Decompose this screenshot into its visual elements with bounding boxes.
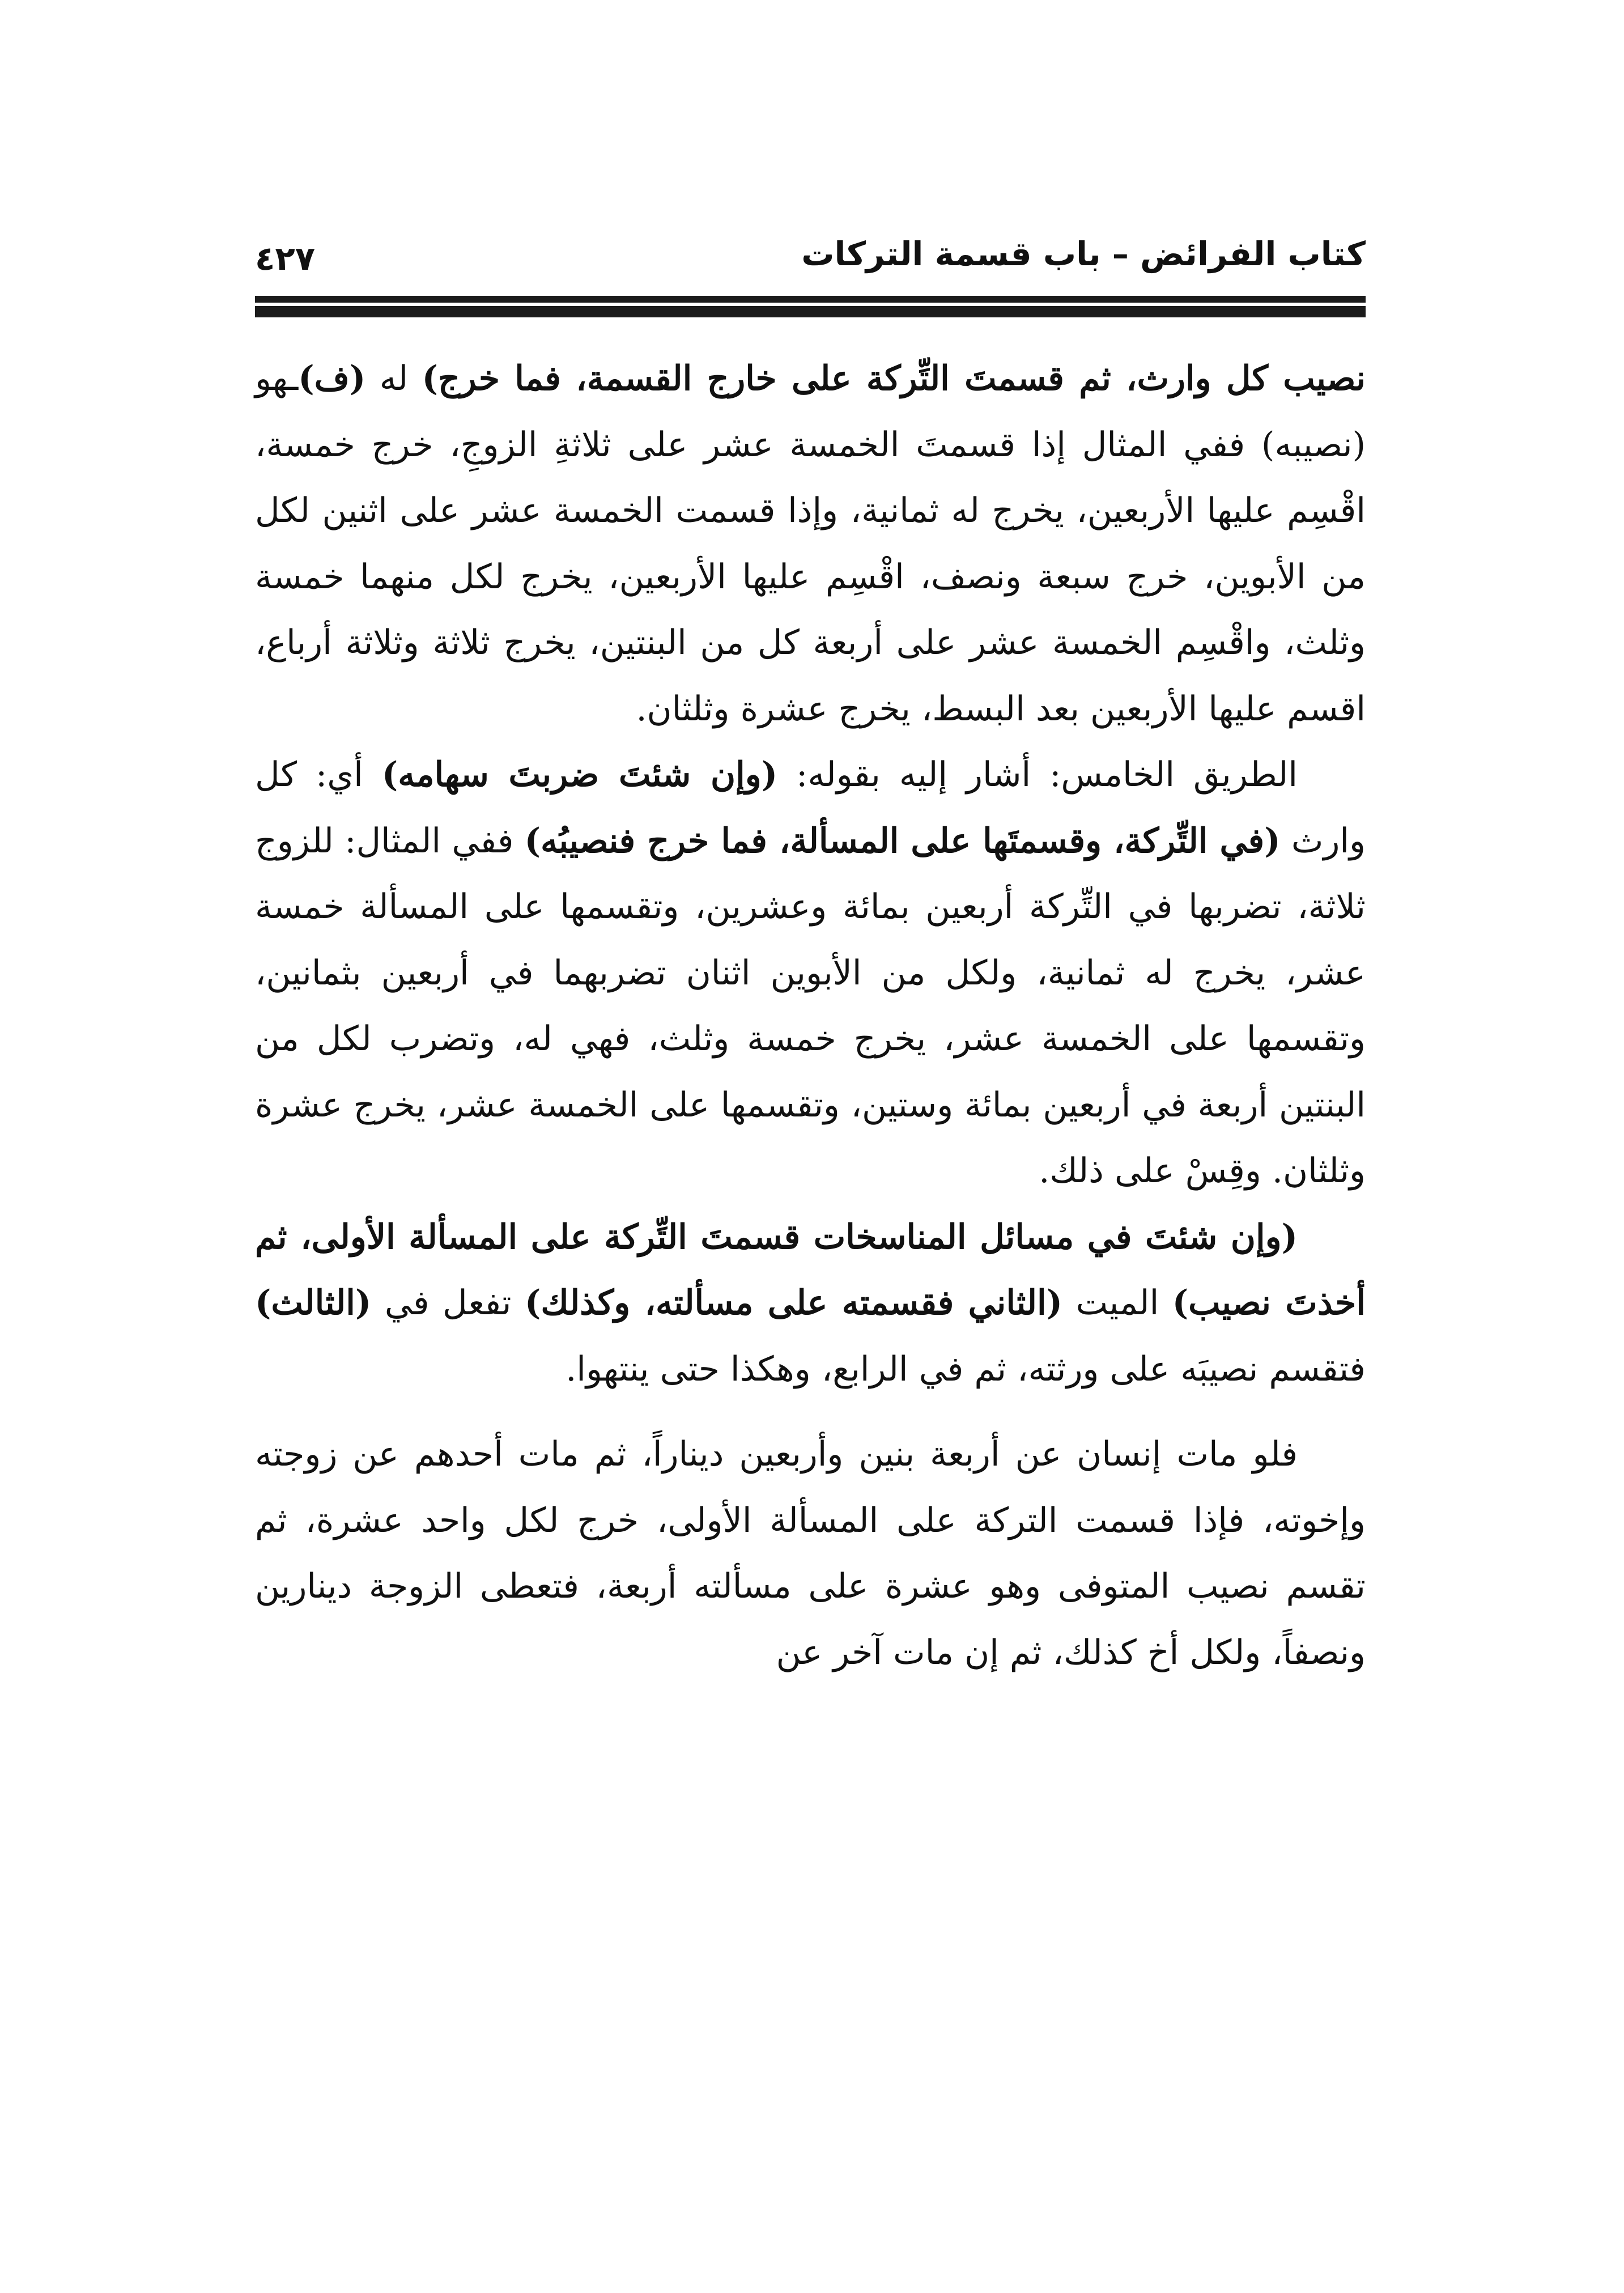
main-text bbox=[255, 346, 1366, 1685]
sharh-text: الميت bbox=[1062, 1283, 1172, 1323]
paragraph-1 bbox=[255, 346, 1366, 742]
header-rule-thick bbox=[255, 306, 1366, 317]
paragraph-3 bbox=[255, 1204, 1366, 1403]
sharh-text: الطريق الخامس: أشار إليه بقوله: bbox=[777, 755, 1298, 795]
running-header bbox=[255, 227, 1366, 289]
sharh-text: تفعل في bbox=[371, 1283, 525, 1323]
paragraph-2 bbox=[255, 742, 1366, 1204]
matn-text: (الثالث) bbox=[255, 1283, 372, 1323]
page-number: ٤٢٧ bbox=[255, 239, 316, 278]
sharh-text: أي: كل وارث bbox=[255, 755, 1366, 861]
sharh-text: له bbox=[365, 359, 422, 398]
matn-text: (ف) bbox=[298, 359, 366, 398]
matn-text: (الثاني فقسمته على مسألته، وكذلك) bbox=[524, 1283, 1063, 1323]
sharh-text: فتقسم نصيبَه على ورثته، ثم في الرابع، وهكذا حتى ينتهوا. bbox=[566, 1349, 1366, 1389]
chapter-title: كتاب الفرائض – باب قسمة التركات bbox=[801, 235, 1366, 273]
paragraph-4 bbox=[255, 1421, 1366, 1685]
matn-text: نصيب كل وارث، ثم قسمتَ التِّركة على خارج القسمة، فما خرج) bbox=[422, 359, 1366, 398]
sharh-text: ـهو (نصيبه) ففي المثال إذا قسمتَ الخمسة عشر على ثلاثةِ الزوجِ، خرج خمسة، اقْسِم عليها الأربعين، يخرج له ثمانية، وإذا قسمت الخمسة عشر على اثنين لكل من الأبوين، خرج سبعة ونصف، اقْسِم عليها الأربعين، يخرج لكل منهما خمسة وثلث، واقْسِم الخمسة عشر على أربعة كل من البنتين، يخرج ثلاثة وثلاثة أرباع، اقسم عليها الأربعين بعد البسط، يخرج عشرة وثلثان. bbox=[255, 359, 1366, 729]
header-rule-thin bbox=[255, 296, 1366, 303]
sharh-text: ففي المثال: للزوج ثلاثة، تضربها في التِّركة أربعين بمائة وعشرين، وتقسمها على المسألة خمسة عشر، يخرج له ثمانية، ولكل من الأبوين اثنان تضربهما في أربعين بثمانين، وتقسمها على الخمسة عشر، يخرج خمسة وثلث، فهي له، وتضرب لكل من البنتين أربعة في أربعين بمائة وستين، وتقسمها على الخمسة عشر، يخرج عشرة وثلثان. وقِسْ على ذلك. bbox=[255, 821, 1366, 1191]
matn-text: (وإن شئتَ في مسائل المناسخات قسمتَ التِّركة على المسألة الأولى، ثم أخذتَ نصيب) bbox=[255, 1217, 1366, 1323]
matn-text: (وإن شئتَ ضربتَ سهامه) bbox=[381, 755, 778, 795]
sharh-text: فلو مات إنسان عن أربعة بنين وأربعين ديناراً، ثم مات أحدهم عن زوجته وإخوته، فإذا قسمت التركة على المسألة الأولى، خرج لكل واحد عشرة، ثم تقسم نصيب المتوفى وهو عشرة على مسألته أربعة، فتعطى الزوجة دينارين ونصفاً، ولكل أخ كذلك، ثم إن مات آخر عن bbox=[255, 1434, 1366, 1672]
matn-text: (في التِّركة، وقسمتَها على المسألة، فما خرج فنصيبُه) bbox=[524, 821, 1281, 861]
